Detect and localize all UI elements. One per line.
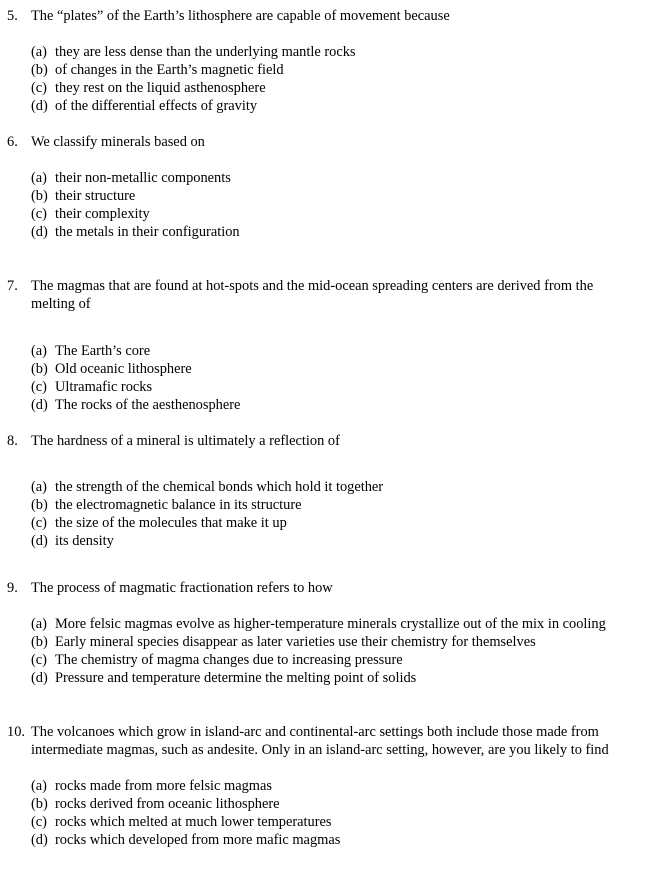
option-letter: (b) — [31, 634, 48, 650]
question-9 — [0, 579, 651, 597]
question-number: 10. — [7, 724, 25, 740]
option-letter: (a) — [31, 778, 47, 794]
option-letter: (c) — [31, 515, 47, 531]
option-text: their complexity — [55, 206, 150, 222]
option-text: Ultramafic rocks — [55, 379, 153, 395]
question-7 — [0, 277, 651, 313]
option-c — [0, 651, 651, 669]
question-stem — [0, 432, 651, 450]
question-6 — [0, 133, 651, 151]
options-list-6 — [0, 169, 651, 241]
option-text: rocks which melted at much lower temperatures — [55, 814, 332, 830]
option-letter: (c) — [31, 206, 47, 222]
option-b — [0, 795, 651, 813]
question-number: 8. — [7, 433, 18, 449]
option-d — [0, 97, 651, 115]
option-letter: (c) — [31, 80, 47, 96]
option-a — [0, 777, 651, 795]
option-text: the metals in their configuration — [55, 224, 240, 240]
option-letter: (a) — [31, 44, 47, 60]
option-text: the size of the molecules that make it up — [55, 515, 287, 531]
question-8 — [0, 432, 651, 450]
question-number: 5. — [7, 8, 18, 24]
option-letter: (a) — [31, 479, 47, 495]
option-letter: (d) — [31, 98, 48, 114]
option-text: of changes in the Earth’s magnetic field — [55, 62, 284, 78]
option-letter: (c) — [31, 379, 47, 395]
option-c — [0, 79, 651, 97]
question-text: melting of — [31, 296, 91, 312]
option-letter: (d) — [31, 397, 48, 413]
option-b — [0, 496, 651, 514]
option-d — [0, 223, 651, 241]
option-text: of the differential effects of gravity — [55, 98, 258, 114]
question-text: The magmas that are found at hot-spots and the mid-ocean spreading centers are derived from the — [31, 278, 594, 294]
option-b — [0, 61, 651, 79]
option-d — [0, 396, 651, 414]
option-a — [0, 615, 651, 633]
question-10 — [0, 723, 651, 759]
option-c — [0, 378, 651, 396]
option-letter: (c) — [31, 652, 47, 668]
option-letter: (b) — [31, 796, 48, 812]
option-text: rocks made from more felsic magmas — [55, 778, 272, 794]
options-list-5 — [0, 43, 651, 115]
option-letter: (a) — [31, 616, 47, 632]
option-text: their structure — [55, 188, 136, 204]
option-text: The chemistry of magma changes due to increasing pressure — [55, 652, 403, 668]
question-text: The “plates” of the Earth’s lithosphere are capable of movement because — [31, 8, 450, 24]
option-text: Old oceanic lithosphere — [55, 361, 192, 377]
question-number: 9. — [7, 580, 18, 596]
option-text: The Earth’s core — [55, 343, 151, 359]
options-list-10 — [0, 777, 651, 849]
question-text: The hardness of a mineral is ultimately a reflection of — [31, 433, 340, 449]
option-letter: (a) — [31, 343, 47, 359]
option-text: their non-metallic components — [55, 170, 231, 186]
question-stem — [0, 277, 651, 295]
option-d — [0, 532, 651, 550]
options-list-9 — [0, 615, 651, 687]
option-a — [0, 478, 651, 496]
question-stem-continued — [0, 741, 651, 759]
question-stem — [0, 7, 651, 25]
option-letter: (a) — [31, 170, 47, 186]
options-list-8 — [0, 478, 651, 550]
question-stem — [0, 579, 651, 597]
option-text: the electromagnetic balance in its structure — [55, 497, 302, 513]
option-text: Pressure and temperature determine the melting point of solids — [55, 670, 417, 686]
question-stem-continued — [0, 295, 651, 313]
option-letter: (d) — [31, 670, 48, 686]
option-letter: (d) — [31, 533, 48, 549]
option-c — [0, 813, 651, 831]
question-number: 6. — [7, 134, 18, 150]
question-text: intermediate magmas, such as andesite. Only in an island-arc setting, however, are you likely to find — [31, 742, 609, 758]
options-list-7 — [0, 342, 651, 414]
question-text: We classify minerals based on — [31, 134, 205, 150]
option-letter: (d) — [31, 832, 48, 848]
option-text: rocks derived from oceanic lithosphere — [55, 796, 280, 812]
question-text: The volcanoes which grow in island-arc and continental-arc settings both include those made from — [31, 724, 599, 740]
question-number: 7. — [7, 278, 18, 294]
question-5 — [0, 7, 651, 25]
question-stem — [0, 133, 651, 151]
option-c — [0, 514, 651, 532]
option-letter: (c) — [31, 814, 47, 830]
option-a — [0, 169, 651, 187]
option-text: rocks which developed from more mafic magmas — [55, 832, 341, 848]
option-letter: (b) — [31, 188, 48, 204]
option-text: The rocks of the aesthenosphere — [55, 397, 241, 413]
question-text: The process of magmatic fractionation refers to how — [31, 580, 333, 596]
option-a — [0, 43, 651, 61]
option-letter: (d) — [31, 224, 48, 240]
option-text: its density — [55, 533, 114, 549]
option-text: More felsic magmas evolve as higher-temperature minerals crystallize out of the mix in cooling — [55, 616, 606, 632]
option-a — [0, 342, 651, 360]
question-stem — [0, 723, 651, 741]
option-letter: (b) — [31, 497, 48, 513]
option-text: the strength of the chemical bonds which hold it together — [55, 479, 384, 495]
option-b — [0, 187, 651, 205]
option-b — [0, 633, 651, 651]
option-b — [0, 360, 651, 378]
option-text: they are less dense than the underlying mantle rocks — [55, 44, 356, 60]
option-text: Early mineral species disappear as later varieties use their chemistry for themselves — [55, 634, 536, 650]
option-c — [0, 205, 651, 223]
option-d — [0, 669, 651, 687]
option-letter: (b) — [31, 361, 48, 377]
option-text: they rest on the liquid asthenosphere — [55, 80, 266, 96]
option-d — [0, 831, 651, 849]
option-letter: (b) — [31, 62, 48, 78]
